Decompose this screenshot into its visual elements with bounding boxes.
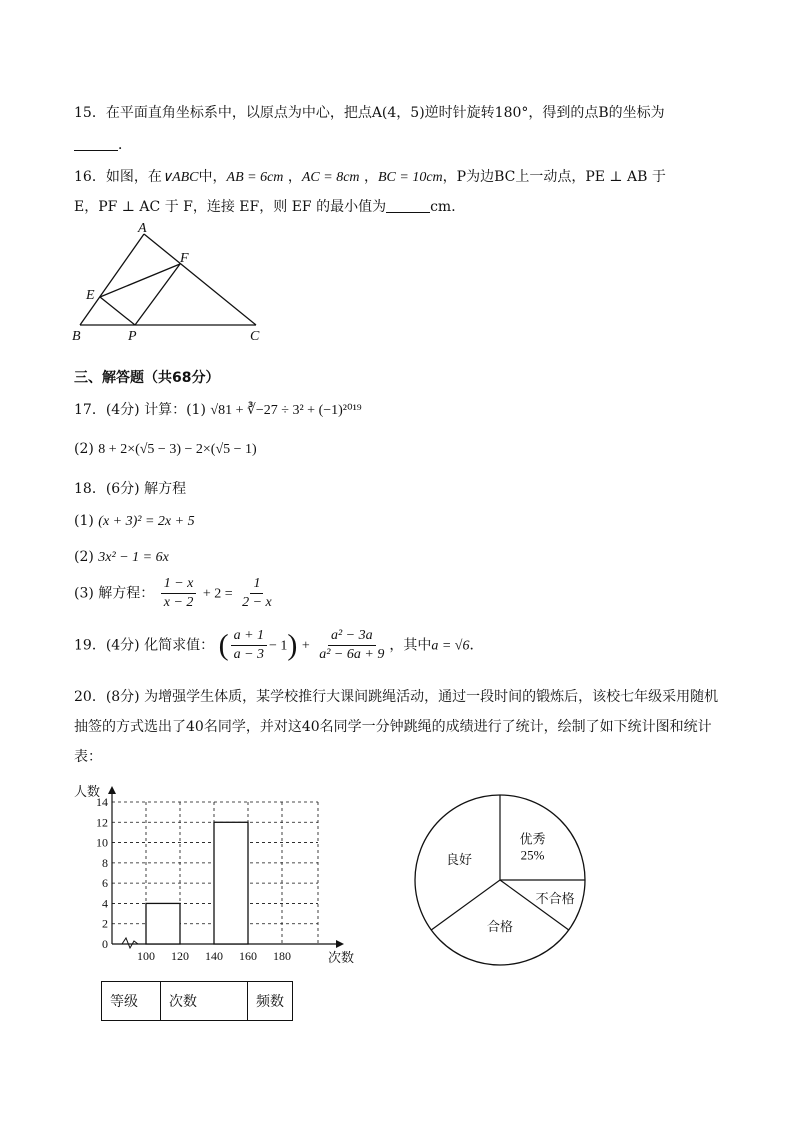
q17-sub2: (2) (74, 441, 94, 457)
q15-answer-blank[interactable] (74, 138, 118, 151)
bar (214, 822, 248, 944)
q16-ac: AC = 8cm (301, 170, 360, 185)
x-tick-label: 180 (273, 949, 291, 963)
q17-line1 (74, 399, 362, 419)
q18-3-label: (3) 解方程： (74, 585, 155, 602)
y-axis-label: 人数 (74, 785, 101, 800)
table-header-row (102, 982, 293, 1021)
label-c: C (250, 329, 260, 344)
q17-head: 17．(4分) 计算：(1) (74, 402, 206, 418)
label-a: A (138, 221, 147, 236)
q18-3-frac1: $\frac{1 - x}{x - 2}$ (161, 575, 197, 612)
q18-2 (74, 549, 169, 566)
label-b: B (72, 329, 81, 344)
q17-expr1: √81 + ∛−27 ÷ 3² + (−1)²⁰¹⁹ (210, 403, 362, 418)
y-tick-label: 8 (102, 855, 108, 870)
table-header-level: 等级 (102, 982, 161, 1021)
q18-2-label: (2) (74, 549, 94, 565)
q16-mid: 中， (198, 169, 227, 185)
x-tick-label: 160 (239, 949, 257, 963)
axis-break (122, 938, 138, 948)
q16-line2-text: E，PF ⊥ AC 于 F，连接 EF，则 EF 的最小值为 (74, 199, 387, 215)
q18-1-label: (1) (74, 513, 94, 529)
q16-answer-blank[interactable] (386, 200, 430, 213)
q19-end: ． (469, 637, 484, 654)
x-axis-label: 次数 (328, 951, 355, 966)
y-tick-label: 0 (102, 937, 108, 951)
histogram-chart (70, 778, 370, 968)
q18-3 (74, 575, 277, 612)
q18-1-eq: (x + 3)² = 2x + 5 (98, 514, 195, 529)
q19-frac2: $\frac{\text{a² − 3a}}{\text{a² − 6a + 9}}$ (319, 628, 385, 662)
table-header-count: 次数 (161, 982, 248, 1021)
segment-pe (100, 297, 135, 325)
pie-chart (410, 790, 590, 970)
q15-line1: 15．在平面直角坐标系中，以原点为中心，把点A(4，5)逆时针旋转180°，得到的点B的坐标为 (74, 105, 665, 121)
q18-3-plus: + 2 = (202, 586, 233, 602)
q16-rest: ，P为边BC上一动点，PE ⊥ AB 于 (442, 169, 666, 185)
q16-ab: AB = 6cm (226, 170, 284, 185)
q15-end: ． (118, 137, 132, 153)
q20-line1: 20．(8分) 为增强学生体质，某学校推行大课间跳绳活动，通过一段时间的锻炼后，该校七年级采用随机 (74, 689, 719, 705)
q16-prefix: 16．如图，在 (74, 169, 162, 185)
pie-value-label-0: 25% (520, 847, 545, 863)
pie-label-2: 合格 (486, 920, 514, 935)
q20-line2: 抽签的方式选出了40名同学，并对这40名同学一分钟跳绳的成绩进行了统计，绘制了如下统计图和统计 (74, 719, 712, 735)
label-f: F (180, 251, 189, 266)
edge-ac (144, 234, 256, 325)
q16-unit: cm． (430, 199, 466, 215)
y-tick-label: 10 (96, 835, 108, 850)
q16-triangle: ∨ABC (161, 170, 199, 185)
pie-label-1: 不合格 (535, 891, 575, 907)
label-e: E (86, 288, 95, 303)
q19-frac1: $\frac{a + 1}{a - 3}$ (231, 627, 267, 664)
q19-minus1: − 1 (269, 638, 288, 654)
x-tick-label: 140 (205, 949, 223, 963)
section-3-title: 三、解答题（共68分） (74, 370, 220, 386)
y-tick-label: 12 (96, 815, 108, 830)
q19-head: 19．(4分) 化简求值： (74, 637, 215, 654)
frequency-table (101, 981, 293, 1021)
x-tick-label: 100 (137, 949, 155, 963)
q16-triangle-figure (66, 220, 276, 345)
y-tick-label: 6 (102, 876, 108, 891)
q16-line1: 16．如图，在∨ABC中，AB = 6cm ，AC = 8cm ，BC = 10cm，P为边BC上一动点，PE ⊥ AB 于 (74, 169, 666, 185)
q18-head: 18．(6分) 解方程 (74, 481, 187, 497)
pie-label-3: 良好 (446, 853, 473, 869)
q19: 19．(4分) 化简求值： ( $\frac{a + 1}{a - 3}$ − 1) + $\frac{\text{a² − 3a}}{\text{a² − 6a + 9}}$ ，其中a = √6． (74, 628, 484, 662)
y-tick-label: 4 (102, 896, 108, 911)
q18-3-frac2: $\frac{1}{2 - x}$ (242, 576, 272, 610)
y-tick-label: 2 (102, 916, 108, 931)
pie-label-0: 优秀 (519, 832, 546, 848)
q15-line2 (74, 134, 132, 154)
q19-tail: ，其中 (389, 637, 432, 654)
label-p: P (128, 329, 137, 344)
q16-bc: BC = 10cm (377, 170, 443, 185)
q18-2-eq: 3x² − 1 = 6x (98, 550, 169, 565)
q20-line3: 表： (74, 749, 102, 765)
x-tick-label: 120 (171, 949, 189, 963)
y-tick-label: 14 (96, 795, 108, 809)
q19-cond: a = √6 (431, 638, 470, 654)
q17-line2 (74, 441, 257, 458)
table-header-frequency: 频数 (248, 982, 293, 1021)
y-axis-arrow (108, 786, 116, 794)
q18-1 (74, 513, 195, 530)
q16-line2 (74, 196, 465, 216)
x-axis-arrow (336, 940, 344, 948)
q17-expr2: 8 + 2×(√5 − 3) − 2×(√5 − 1) (98, 442, 257, 457)
edge-ba (80, 234, 144, 325)
bar (146, 903, 180, 944)
